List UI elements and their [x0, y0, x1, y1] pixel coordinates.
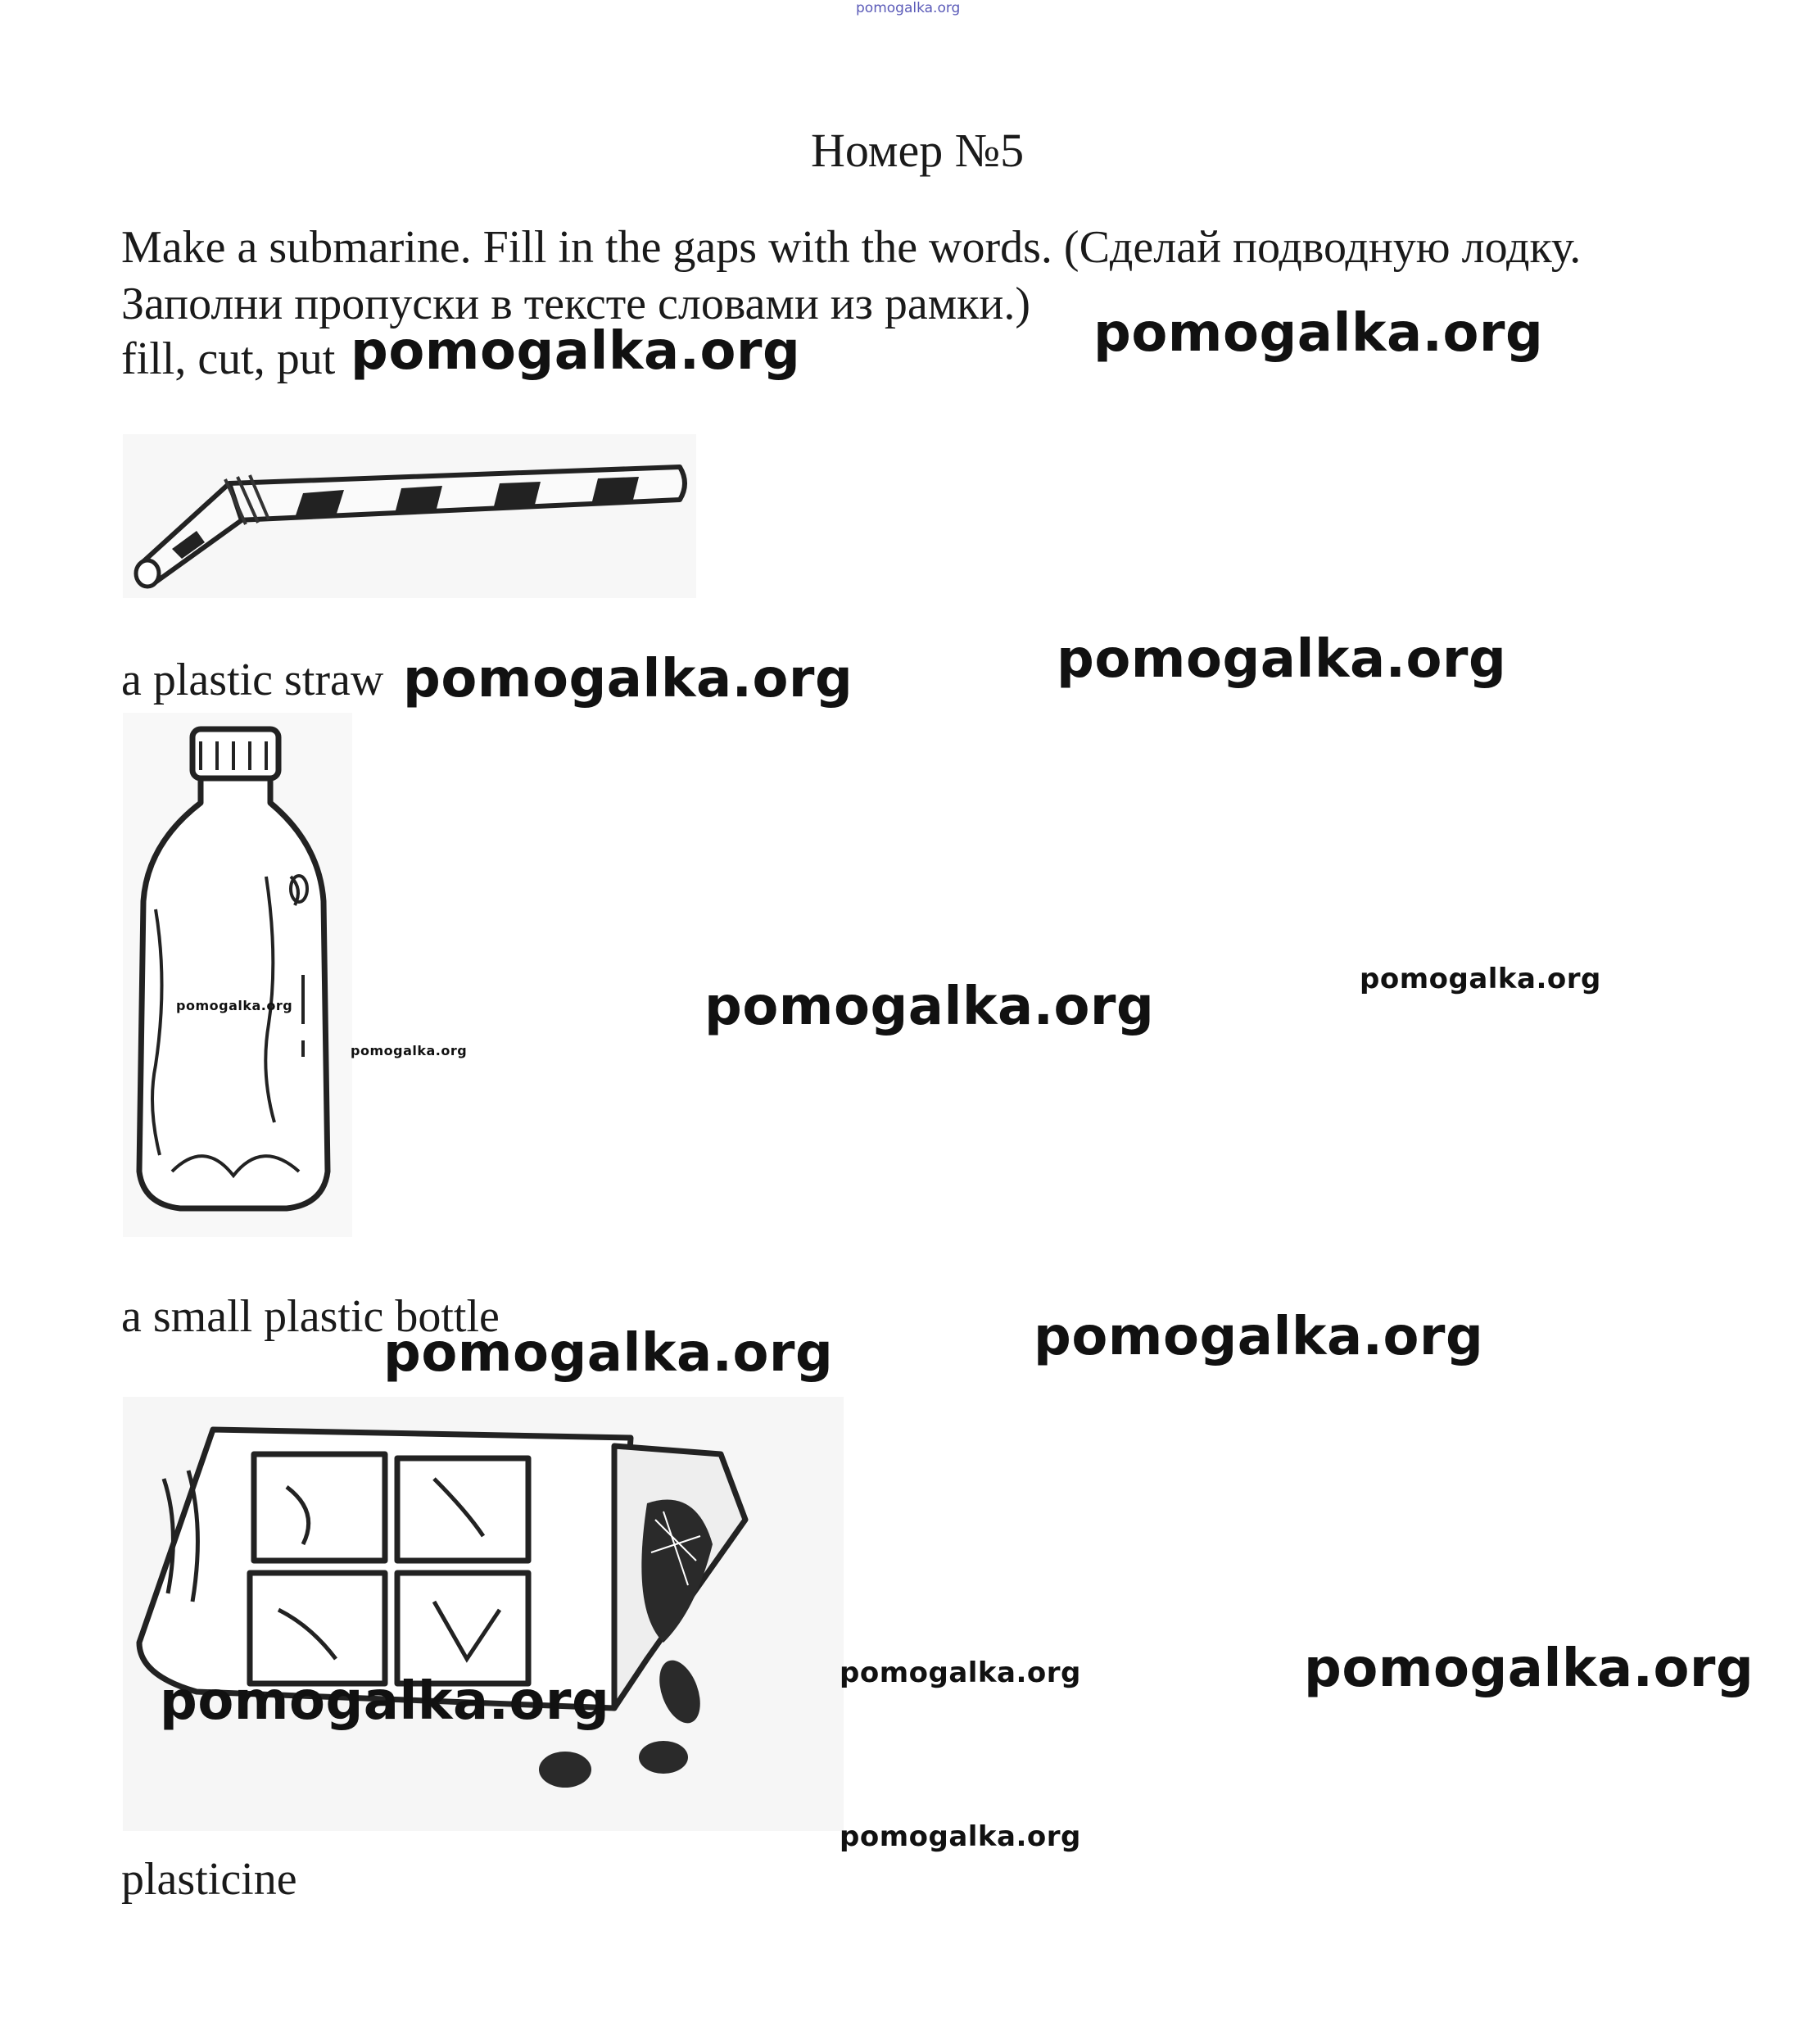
top-watermark: pomogalka.org	[856, 0, 961, 16]
plasticine-illustration	[123, 1397, 844, 1831]
watermark: pomogalka.org	[351, 321, 801, 382]
page-title: Номер №5	[811, 124, 1025, 177]
instruction-line-1: Make a submarine. Fill in the gaps with the words. (Сделай подводную лодку.	[121, 222, 1582, 273]
watermark: pomogalka.org	[383, 1323, 834, 1384]
watermark: pomogalka.org	[840, 1820, 1081, 1853]
straw-illustration	[123, 434, 696, 598]
item-label-straw: a plastic straw	[121, 655, 384, 705]
watermark: pomogalka.org	[1057, 629, 1507, 690]
item-label-plasticine: plasticine	[121, 1854, 297, 1905]
watermark: pomogalka.org	[1304, 1638, 1754, 1699]
item-label-bottle: a small plastic bottle	[121, 1291, 500, 1342]
watermark: pomogalka.org	[176, 998, 293, 1013]
watermark: pomogalka.org	[403, 649, 853, 709]
instruction-line-2: Заполни пропуски в тексте словами из рамки.)	[121, 279, 1030, 329]
watermark: pomogalka.org	[1360, 963, 1601, 995]
watermark: pomogalka.org	[1034, 1307, 1484, 1367]
bottle-illustration	[123, 713, 352, 1237]
word-bank: fill, cut, put	[121, 333, 336, 384]
watermark: pomogalka.org	[840, 1657, 1081, 1689]
watermark: pomogalka.org	[160, 1671, 610, 1732]
watermark: pomogalka.org	[704, 977, 1155, 1037]
watermark: pomogalka.org	[1093, 303, 1544, 364]
watermark: pomogalka.org	[351, 1043, 468, 1058]
